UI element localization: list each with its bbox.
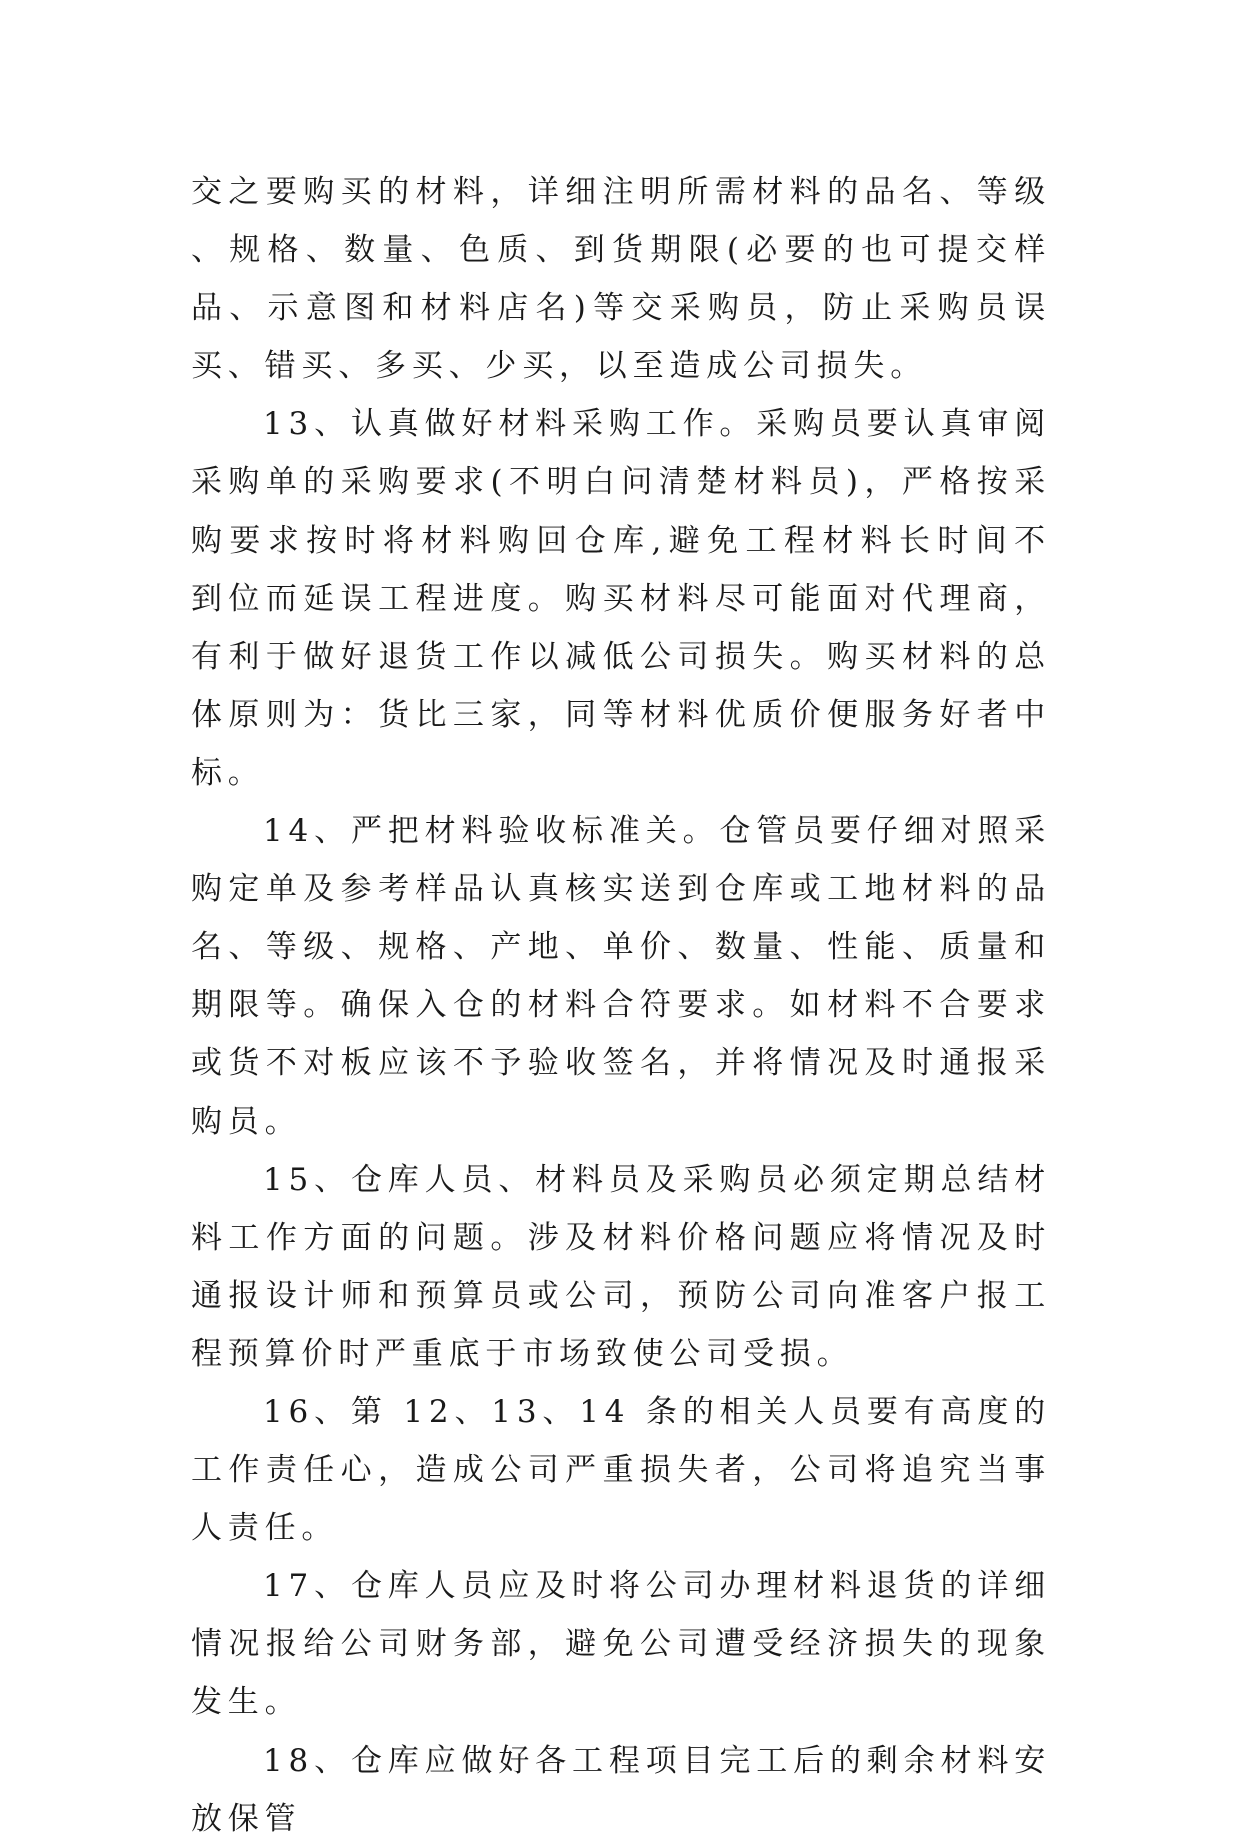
paragraph-14: 14、严把材料验收标准关。仓管员要仔细对照采购定单及参考样品认真核实送到仓库或工地材料的品名、等级、规格、产地、单价、数量、性能、质量和期限等。确保入仓的材料合符要求。如材料不合要求或货不对板应该不予验收签名，并将情况及时通报采购员。 [191, 813, 1051, 1140]
paragraph-18: 18、仓库应做好各工程项目完工后的剩余材料安放保管 [191, 1742, 1051, 1837]
document-body [191, 163, 1051, 1848]
paragraph-13: 13、认真做好材料采购工作。采购员要认真审阅采购单的采购要求(不明白问清楚材料员)，严格按采购要求按时将材料购回仓库,避免工程材料长时间不到位而延误工程进度。购买材料尽可能面对代理商，有利于做好退货工作以减低公司损失。购买材料的总体原则为：货比三家，同等材料优质价便服务好者中标。 [191, 406, 1051, 791]
paragraph-16: 16、第 12、13、14 条的相关人员要有高度的工作责任心，造成公司严重损失者，公司将追究当事人责任。 [191, 1393, 1051, 1547]
paragraph-17: 17、仓库人员应及时将公司办理材料退货的详细情况报给公司财务部，避免公司遭受经济损失的现象发生。 [191, 1568, 1051, 1721]
paragraph-12-continued: 交之要购买的材料，详细注明所需材料的品名、等级、规格、数量、色质、到货期限(必要的也可提交样品、示意图和材料店名)等交采购员，防止采购员误买、错买、多买、少买，以至造成公司损失。 [191, 174, 1051, 385]
paragraph-15: 15、仓库人员、材料员及采购员必须定期总结材料工作方面的问题。涉及材料价格问题应将情况及时通报设计师和预算员或公司，预防公司向准客户报工程预算价时严重底于市场致使公司受损。 [191, 1161, 1051, 1372]
